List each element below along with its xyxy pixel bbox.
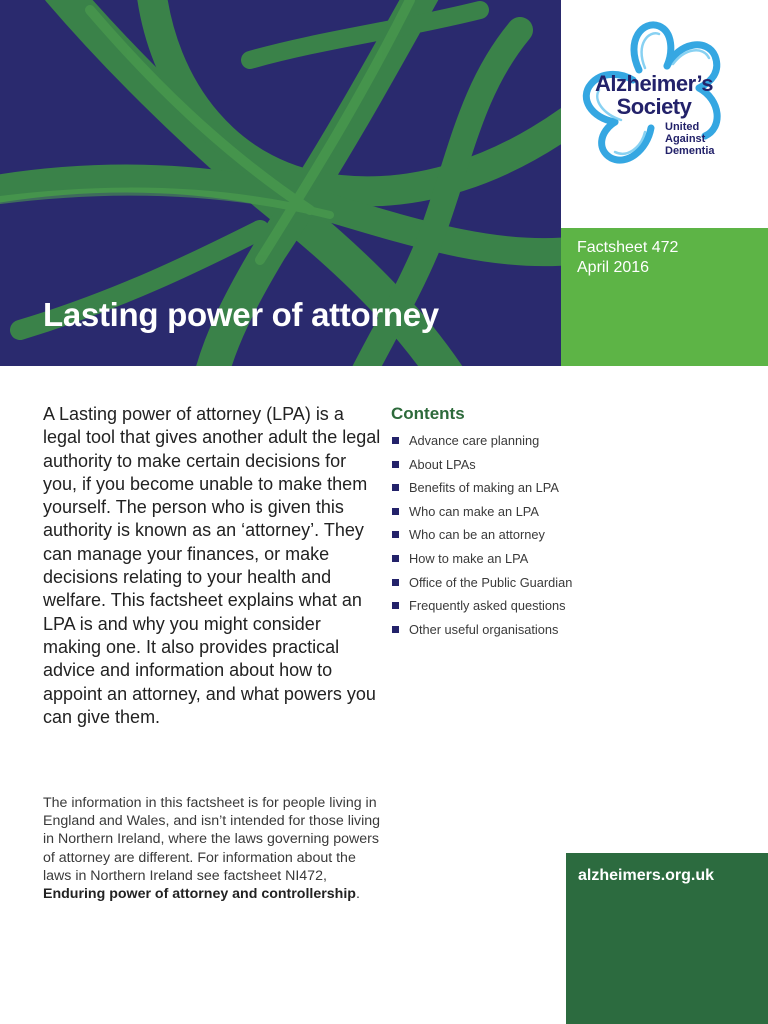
square-bullet-icon (392, 484, 399, 491)
contents-item-label: Benefits of making an LPA (409, 480, 559, 496)
jurisdiction-note (43, 794, 383, 903)
referenced-factsheet-title: Enduring power of attorney and controllership (43, 886, 356, 903)
page-title: Lasting power of attorney (43, 296, 439, 333)
contents-item (391, 594, 572, 618)
square-bullet-icon (392, 531, 399, 538)
square-bullet-icon (392, 437, 399, 444)
square-bullet-icon (392, 555, 399, 562)
note-end: . (355, 886, 360, 903)
hero-banner (0, 0, 561, 366)
contents-item (391, 453, 572, 477)
contents-item-label: Frequently asked questions (409, 598, 566, 614)
alzheimers-society-logo (561, 0, 768, 228)
factsheet-date: April 2016 (577, 259, 650, 276)
contents-item-label: Who can make an LPA (409, 503, 539, 519)
contents-item-label: Office of the Public Guardian (409, 574, 573, 590)
square-bullet-icon (392, 579, 399, 586)
logo-name-line-2: Society (616, 94, 692, 119)
square-bullet-icon (392, 508, 399, 515)
logo-tagline-line: Against (665, 133, 706, 145)
note-text: The information in this factsheet is for people living in England and Wales, and isn’t intended for those living in Northern Ireland, where the laws governing powers of attorney are different. For information about the laws in Northern Ireland see factsheet NI472, (43, 795, 381, 884)
contents-item (391, 547, 572, 571)
square-bullet-icon (392, 602, 399, 609)
contents-list (391, 429, 572, 641)
logo-tagline (665, 121, 715, 157)
website-url: alzheimers.org.uk (578, 867, 715, 884)
intro-paragraph: A Lasting power of attorney (LPA) is a legal tool that gives another adult the legal authority to make certain decisions for you, if you become unable to make them yourself. The person who is given this authority is known as an ‘attorney’. They can manage your finances, or make decisions relating to your health and welfare. This factsheet explains what an LPA is and why you might consider making one. It also provides practical advice and information about how to appoint an attorney, and what powers you can give them. (43, 404, 381, 727)
website-box (566, 853, 768, 1024)
contents-item-label: Who can be an attorney (409, 527, 545, 543)
logo-tagline-line: United (665, 121, 700, 133)
logo-name-line-1: Alzheimer’s (595, 71, 713, 96)
contents-item-label: Other useful organisations (409, 621, 559, 637)
contents-item (391, 571, 572, 595)
contents-item (391, 500, 572, 524)
factsheet-number: Factsheet 472 (577, 239, 679, 256)
square-bullet-icon (392, 461, 399, 468)
contents-item-label: Advance care planning (409, 433, 540, 448)
contents-item (391, 429, 572, 453)
contents-item-label: About LPAs (409, 456, 476, 472)
contents-item (391, 476, 572, 500)
logo-tagline-line: Dementia (665, 145, 715, 157)
contents-item-label: How to make an LPA (409, 550, 529, 566)
square-bullet-icon (392, 626, 399, 633)
contents-item (391, 618, 572, 642)
factsheet-info-box (561, 228, 768, 366)
contents-item (391, 523, 572, 547)
contents-heading: Contents (391, 404, 465, 423)
